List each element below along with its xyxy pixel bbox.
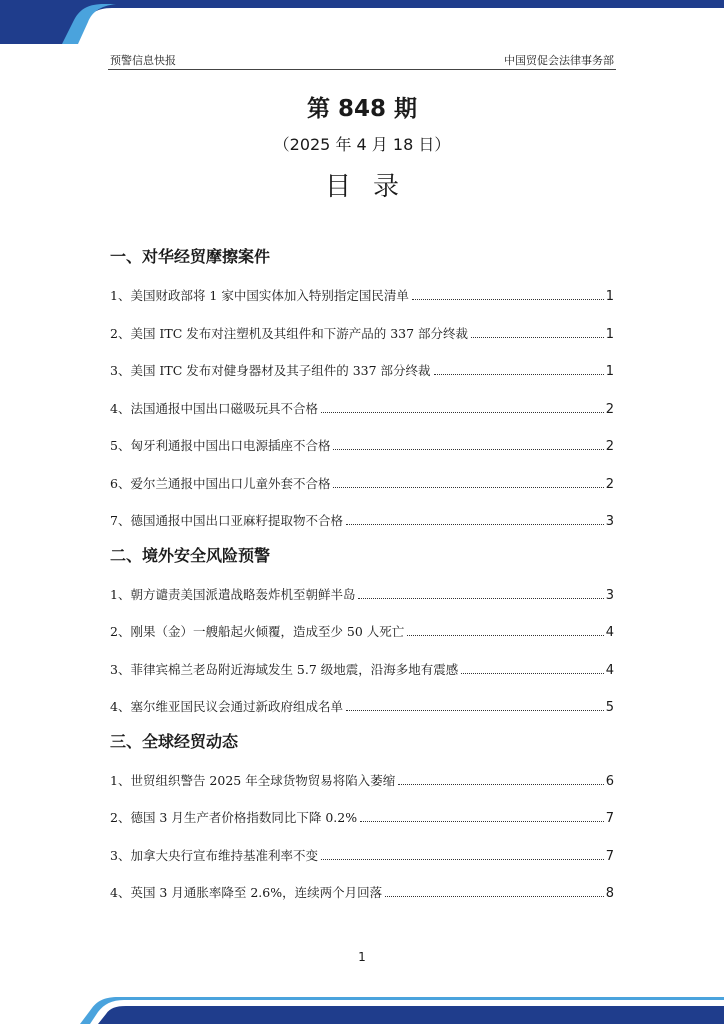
entry-page: 8 bbox=[605, 886, 614, 901]
dot-leader bbox=[434, 374, 604, 375]
entry-page: 7 bbox=[605, 848, 614, 864]
bottom-banner-decoration bbox=[0, 990, 724, 1024]
table-of-contents bbox=[110, 246, 614, 917]
entry-page: 2 bbox=[605, 401, 614, 417]
dot-leader bbox=[407, 635, 603, 636]
dot-leader bbox=[321, 412, 604, 413]
entry-text: 4、法国通报中国出口磁吸玩具不合格 bbox=[110, 400, 318, 416]
dot-leader bbox=[471, 337, 604, 338]
toc-entry[interactable] bbox=[110, 879, 614, 901]
toc-entry[interactable] bbox=[110, 507, 614, 529]
header-divider bbox=[108, 69, 616, 70]
entry-text: 6、爱尔兰通报中国出口儿童外套不合格 bbox=[110, 475, 331, 491]
entry-page: 1 bbox=[605, 326, 614, 342]
toc-heading: 目录 bbox=[324, 172, 421, 202]
toc-entry[interactable] bbox=[110, 320, 614, 342]
entry-page: 4 bbox=[605, 662, 614, 678]
issue-date: （2025 年 4 月 18 日） bbox=[273, 135, 451, 154]
toc-entry[interactable] bbox=[110, 470, 614, 492]
toc-entry[interactable] bbox=[110, 581, 614, 603]
issue-title: 第 848 期 bbox=[306, 96, 418, 122]
dot-leader bbox=[321, 859, 604, 860]
entry-text: 1、世贸组织警告 2025 年全球货物贸易将陷入萎缩 bbox=[110, 772, 396, 788]
entry-text: 2、美国 ITC 发布对注塑机及其组件和下游产品的 337 部分终裁 bbox=[110, 325, 469, 341]
toc-entry[interactable] bbox=[110, 282, 614, 304]
dot-leader bbox=[385, 896, 604, 897]
entry-text: 2、刚果（金）一艘船起火倾覆，造成至少 50 人死亡 bbox=[110, 624, 405, 639]
dot-leader bbox=[360, 821, 604, 822]
dot-leader bbox=[412, 299, 604, 300]
toc-entry[interactable] bbox=[110, 693, 614, 715]
entry-page: 1 bbox=[605, 364, 614, 379]
toc-section-2 bbox=[110, 545, 614, 716]
entry-page: 2 bbox=[605, 439, 614, 454]
top-banner-decoration bbox=[0, 0, 724, 44]
entry-page: 3 bbox=[605, 587, 614, 603]
toc-entry[interactable] bbox=[110, 395, 614, 417]
dot-leader bbox=[346, 524, 604, 525]
toc-entry[interactable] bbox=[110, 432, 614, 454]
dot-leader bbox=[398, 784, 604, 785]
toc-section-3 bbox=[110, 731, 614, 902]
entry-text: 1、美国财政部将 1 家中国实体加入特别指定国民清单 bbox=[110, 288, 409, 303]
entry-page: 7 bbox=[605, 811, 614, 826]
dot-leader bbox=[333, 487, 603, 488]
entry-text: 3、加拿大央行宣布维持基准利率不变 bbox=[110, 847, 318, 863]
entry-page: 4 bbox=[605, 625, 614, 640]
entry-page: 6 bbox=[605, 773, 614, 789]
dot-leader bbox=[461, 673, 603, 674]
page-number: 1 bbox=[358, 950, 366, 964]
toc-entry[interactable] bbox=[110, 357, 614, 379]
entry-text: 3、美国 ITC 发布对健身器材及其子组件的 337 部分终裁 bbox=[110, 363, 431, 378]
entry-page: 3 bbox=[605, 514, 614, 529]
entry-text: 5、匈牙利通报中国出口电源插座不合格 bbox=[110, 438, 331, 453]
dot-leader bbox=[358, 598, 603, 599]
entry-text: 7、德国通报中国出口亚麻籽提取物不合格 bbox=[110, 513, 343, 528]
entry-text: 4、塞尔维亚国民议会通过新政府组成名单 bbox=[110, 699, 343, 714]
entry-text: 2、德国 3 月生产者价格指数同比下降 0.2% bbox=[110, 810, 358, 825]
toc-entry[interactable] bbox=[110, 656, 614, 678]
entry-text: 3、菲律宾棉兰老岛附近海域发生 5.7 级地震，沿海多地有震感 bbox=[110, 661, 459, 677]
header-right-text: 中国贸促会法律事务部 bbox=[504, 54, 614, 67]
toc-entry[interactable] bbox=[110, 804, 614, 826]
toc-entry[interactable] bbox=[110, 842, 614, 864]
toc-entry[interactable] bbox=[110, 767, 614, 789]
toc-entry[interactable] bbox=[110, 618, 614, 640]
entry-text: 1、朝方谴责美国派遣战略轰炸机至朝鲜半岛 bbox=[110, 586, 356, 602]
entry-text: 4、英国 3 月通胀率降至 2.6%，连续两个月回落 bbox=[110, 885, 383, 900]
dot-leader bbox=[346, 710, 604, 711]
section-title: 一、对华经贸摩擦案件 bbox=[110, 247, 271, 266]
entry-page: 5 bbox=[605, 700, 614, 715]
section-title: 二、境外安全风险预警 bbox=[110, 545, 271, 565]
section-title: 三、全球经贸动态 bbox=[110, 731, 239, 751]
header-left-text: 预警信息快报 bbox=[110, 54, 176, 67]
toc-section-1 bbox=[110, 246, 614, 529]
dot-leader bbox=[333, 449, 603, 450]
entry-page: 1 bbox=[605, 289, 614, 304]
entry-page: 2 bbox=[605, 476, 614, 492]
